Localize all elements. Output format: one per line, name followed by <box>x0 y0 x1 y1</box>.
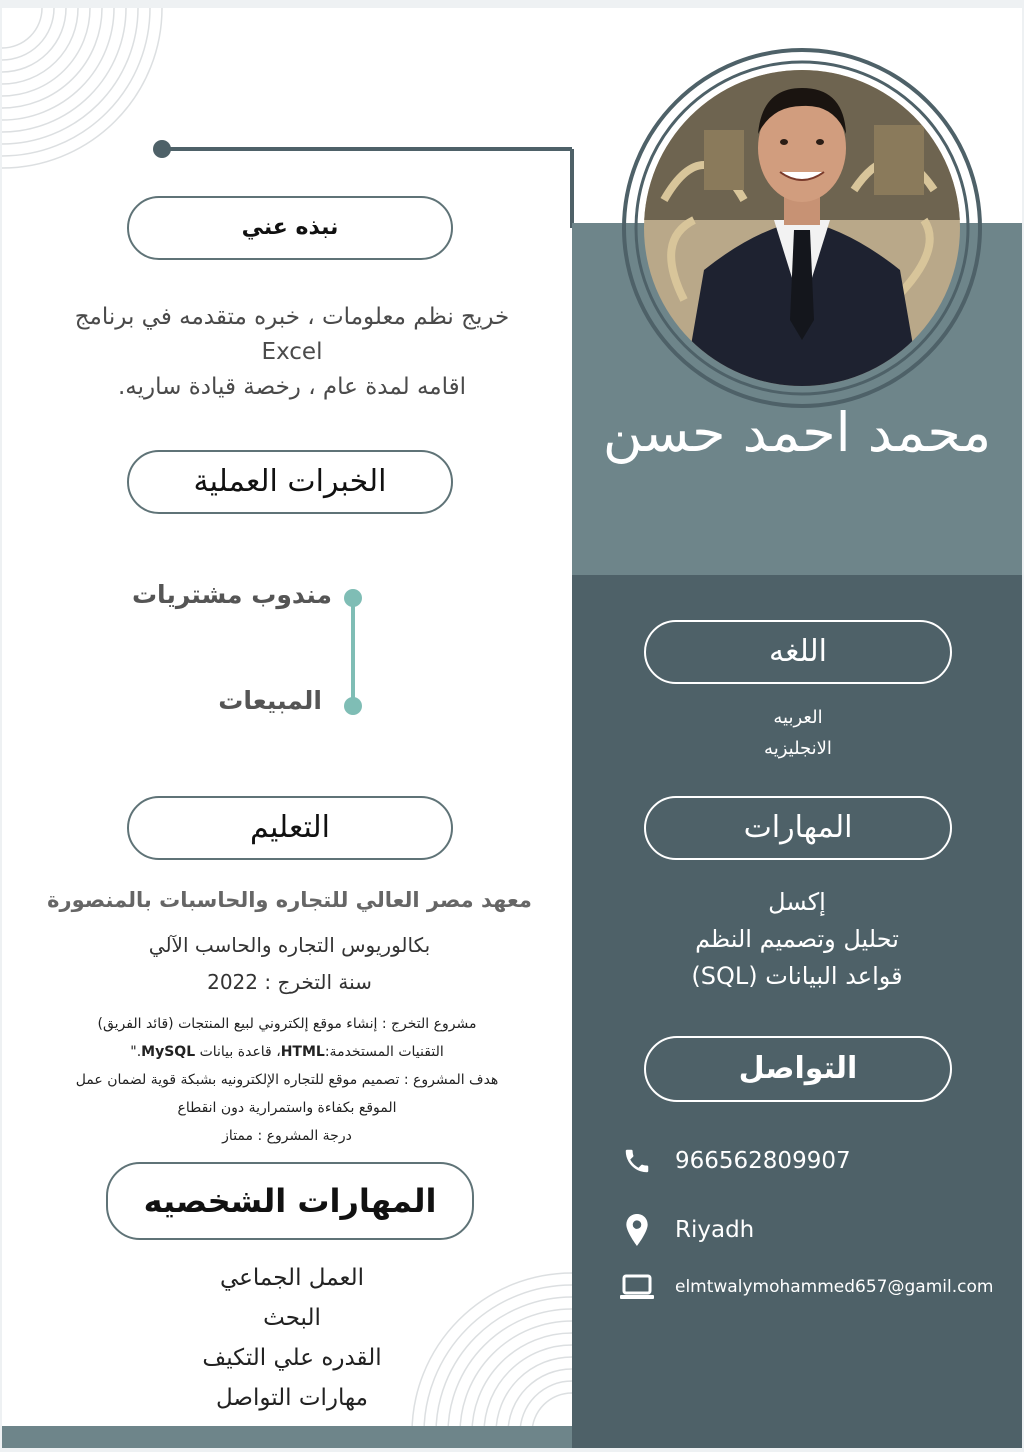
language-item: الانجليزيه <box>764 738 832 759</box>
about-heading: نبذه عني <box>241 215 339 240</box>
tech-mid: ، قاعدة بيانات <box>195 1044 281 1060</box>
education-project-details <box>7 1010 567 1150</box>
education-technologies <box>7 1038 567 1066</box>
experience-heading: الخبرات العملية <box>193 464 387 499</box>
education-goal-2: الموقع بكفاءة واستمرارية دون انقطاع <box>177 1100 397 1116</box>
skills-heading: المهارات <box>743 810 853 845</box>
full-name: محمد احمد حسن <box>602 401 992 464</box>
language-item: العربيه <box>773 707 823 728</box>
decorative-arcs-top-left <box>2 8 172 183</box>
location-pin-icon <box>617 1214 657 1246</box>
about-line-3: اقامه لمدة عام ، رخصة قيادة ساريه. <box>118 374 466 400</box>
personal-skills-list <box>82 1258 502 1418</box>
contact-phone <box>617 1146 851 1176</box>
about-line-2: Excel <box>261 339 323 365</box>
about-line-1: خريج نظم معلومات ، خبره متقدمه في برنامج <box>74 304 510 330</box>
personal-skills-heading-pill <box>106 1162 474 1240</box>
contact-heading-pill <box>644 1036 952 1102</box>
tech-prefix: التقنيات المستخدمة: <box>324 1044 444 1060</box>
phone-icon <box>617 1146 657 1176</box>
location: Riyadh <box>675 1217 755 1243</box>
education-heading-pill <box>127 796 453 860</box>
skill-item: إكسل <box>768 888 826 916</box>
experience-heading-pill <box>127 450 453 514</box>
education-degree: بكالوريوس التجاره والحاسب الآلي <box>148 933 431 957</box>
experience-item-1: مندوب مشتريات <box>131 580 332 609</box>
contact-location <box>617 1214 754 1246</box>
profile-photo <box>644 70 960 386</box>
languages-heading-pill <box>644 620 952 684</box>
tech-suffix: ." <box>130 1044 142 1060</box>
education-institute: معهد مصر العالي للتجاره والحاسبات بالمنصورة <box>47 888 532 912</box>
bottom-strip <box>2 1426 572 1448</box>
languages-list <box>644 702 952 764</box>
skill-item: تحليل وتصميم النظم <box>695 925 899 953</box>
personal-skill-item: القدره علي التكيف <box>202 1345 382 1371</box>
tech-html: HTML <box>280 1044 325 1060</box>
education-heading: التعليم <box>250 810 330 845</box>
experience-timeline <box>342 588 372 718</box>
phone-number[interactable]: 966562809907 <box>675 1148 851 1174</box>
personal-skills-heading: المهارات الشخصيه <box>143 1182 437 1220</box>
contact-email <box>617 1273 993 1301</box>
education-grade: درجة المشروع : ممتاز <box>222 1128 352 1144</box>
email-address[interactable]: elmtwalymohammed657@gamil.com <box>675 1277 994 1297</box>
resume-page <box>2 8 1022 1448</box>
laptop-icon <box>617 1273 657 1301</box>
education-project: مشروع التخرج : إنشاء موقع إلكتروني لبيع المنتجات (قائد الفريق) <box>97 1016 477 1032</box>
personal-skill-item: العمل الجماعي <box>220 1265 364 1291</box>
tech-mysql: MySQL <box>141 1044 196 1060</box>
skills-heading-pill <box>644 796 952 860</box>
personal-skill-item: مهارات التواصل <box>216 1385 368 1411</box>
skills-list <box>602 884 992 995</box>
education-graduation: سنة التخرج : 2022 <box>207 970 372 994</box>
about-heading-pill <box>127 196 453 260</box>
languages-heading: اللغه <box>769 634 827 669</box>
about-text <box>22 300 562 405</box>
skill-item: قواعد البيانات (SQL) <box>691 962 903 990</box>
contact-heading: التواصل <box>738 1051 858 1086</box>
personal-skill-item: البحث <box>263 1305 321 1331</box>
education-goal-1: هدف المشروع : تصميم موقع للتجاره الإلكترونيه بشبكة قوية لضمان عمل <box>75 1072 499 1088</box>
experience-item-2: المبيعات <box>218 686 322 715</box>
